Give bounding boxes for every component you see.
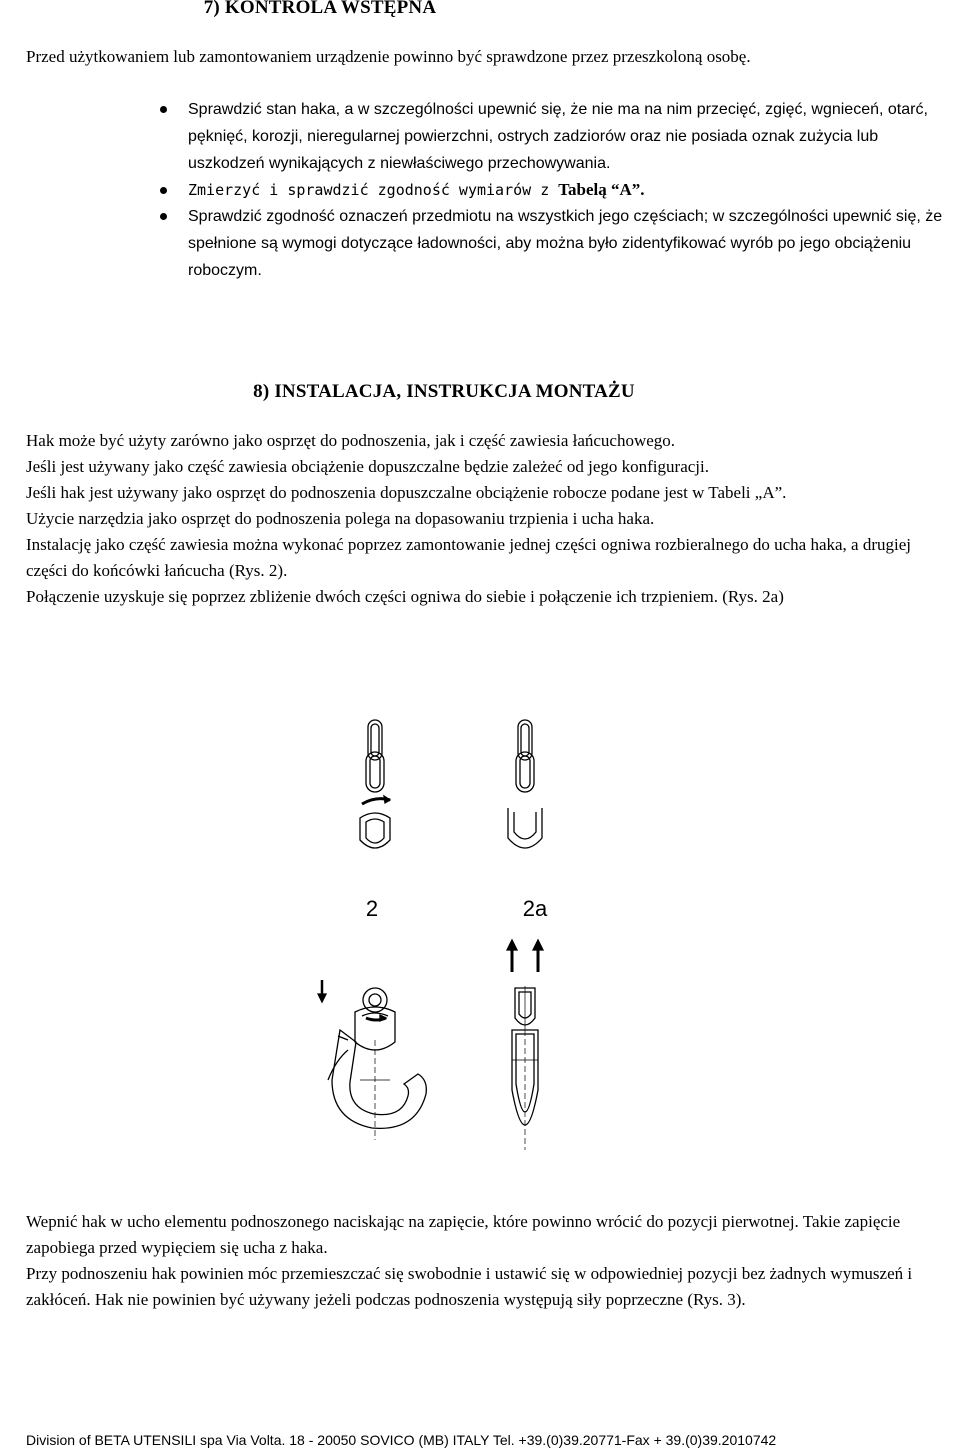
- intro-text: Przed użytkowaniem lub zamontowaniem urządzenie powinno być sprawdzone przez przeszkoloną osobę.: [26, 47, 751, 66]
- chain-left-icon: [366, 720, 384, 792]
- hook-right-icon: [512, 986, 538, 1150]
- connector-left-top-icon: [360, 796, 390, 848]
- install-paragraph: Jeśli jest używany jako część zawiesia obciążenie dopuszczalne będzie zależeć od jego konfiguracji.: [26, 457, 709, 476]
- section-7-title: 7) KONTROLA WSTĘPNA: [203, 0, 437, 18]
- chain-right-icon: [516, 720, 534, 792]
- connector-right-top-icon: [508, 808, 542, 848]
- checklist-item: [26, 177, 946, 203]
- table-reference: Tabelą “A”.: [558, 180, 645, 199]
- inspection-checklist: [26, 96, 946, 284]
- install-paragraph: Hak może być użyty zarówno jako osprzęt do podnoszenia, jak i część zawiesia łańcuchowego.: [26, 431, 676, 450]
- arrow-up-icon: [507, 940, 517, 972]
- install-paragraph: Instalację jako część zawiesia można wykonać poprzez zamontowanie jednej części ogniwa rozbieralnego do ucha haka, a drugiej części do końcówki łańcucha (Rys. 2).: [26, 535, 912, 580]
- fastening-paragraph: Przy podnoszeniu hak powinien móc przemieszczać się swobodnie i ustawić się w odpowiedniej pozycji bez żadnych wymuszeń i zakłóceń. Hak nie powinien być używany jeżeli podczas podnoszenia występują siły poprzeczne (Rys. 3).: [26, 1264, 913, 1309]
- hook-left-icon: [318, 980, 426, 1140]
- checklist-item: [26, 96, 946, 177]
- checklist-item: [26, 203, 946, 284]
- checklist-item-text: Zmierzyć i sprawdzić zgodność wymiarów z: [188, 181, 559, 199]
- section-8-body: [26, 428, 946, 610]
- hook-assembly-figure: [300, 700, 600, 1180]
- fastening-body: [26, 1209, 946, 1313]
- bullet-icon: [160, 106, 167, 113]
- install-paragraph: Połączenie uzyskuje się poprzez zbliżenie dwóch części ogniwa do siebie i połączenie ich trzpieniem. (Rys. 2a): [26, 587, 784, 606]
- install-paragraph: Jeśli hak jest używany jako osprzęt do podnoszenia dopuszczalne obciążenie robocze podane jest w Tabeli „A”.: [26, 483, 787, 502]
- section-8-title: 8) INSTALACJA, INSTRUKCJA MONTAŻU: [253, 381, 635, 402]
- bullet-icon: [160, 187, 167, 194]
- checklist-item-text: Sprawdzić zgodność oznaczeń przedmiotu na wszystkich jego częściach; w szczególności upewnić się, że spełnione są wymogi dotyczące ładowności, aby można było zidentyfikować wyrób po jego obciążeniu roboczym.: [188, 208, 943, 279]
- arrow-up-icon: [533, 940, 543, 972]
- figure-label-2: 2: [365, 896, 379, 921]
- page-footer: Division of BETA UTENSILI spa Via Volta. 18 - 20050 SOVICO (MB) ITALY Tel. +39.(0)39.20771-Fax + 39.(0)39.2010742: [26, 1432, 777, 1448]
- bullet-icon: [160, 213, 167, 220]
- checklist-item-text: Sprawdzić stan haka, a w szczególności upewnić się, że nie ma na nim przecięć, zgięć, wgnieceń, otarć, pęknięć, korozji, nieregularnej powierzchni, ostrych zadziorów oraz nie posiada oznak zużycia lub uszkodzeń wynikających z niewłaściwego przechowywania.: [188, 101, 928, 172]
- fastening-paragraph: Wepnić hak w ucho elementu podnoszonego naciskając na zapięcie, które powinno wrócić do pozycji pierwotnej. Takie zapięcie zapobiega przed wypięciem się ucha z haka.: [26, 1212, 901, 1257]
- install-paragraph: Użycie narzędzia jako osprzęt do podnoszenia polega na dopasowaniu trzpienia i ucha haka.: [26, 509, 655, 528]
- section-7-intro: [26, 44, 946, 70]
- figure-label-2a: 2a: [522, 896, 548, 921]
